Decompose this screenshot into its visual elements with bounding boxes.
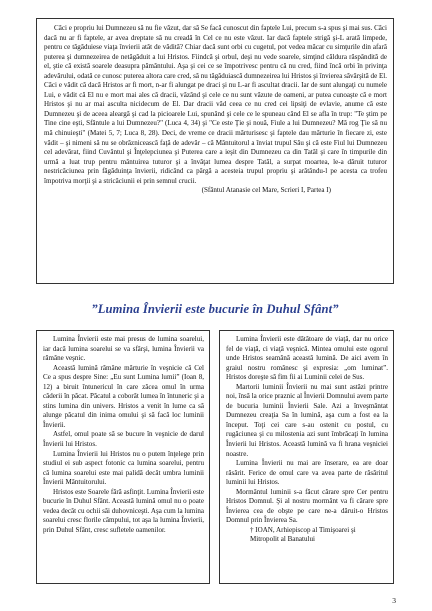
- article-left-column: [36, 330, 210, 584]
- quote-text: Căci e propriu lui Dumnezeu să nu fie văzut, dar să Se facă cunoscut din faptele Lui, precum s-a spus şi mai sus. Căci dacă nu ar fi faptele, ar avea dreptate să nu creadă în Cel ce nu este văzut. Iar dacă faptele strigă şi-L arată limpede, pentru ce tăgăduiese viaţa învierii atât de vădită? Chiar dacă sunt orbi cu cugetul, pot vedea măcar cu simţurile din afară puterea şi dumnezeirea de netăgăduit a lui Hristos. Fiindcă şi orbul, deşi nu vede soarele, simţind căldura răspândită de el, ştie că există soarele deasupra pământului. Aşa şi cei ce se împotrivesc pentru că nu cred, fiind încă orbi în privinţa adevărului, odată ce cunosc puterea altora care cred, să nu tăgăduiască dumnezeirea lui Hristos şi învierea săvârşită de El. Căci e vădit că dacă Hristos ar fi mort, n-ar fi alungat pe draci şi nu L-ar fi ascultat dracii. Iar de sunt alungaţi cu numele Lui, e vădit că El nu e mort mai ales că dracii, văzând şi cele ce nu sunt văzute de oameni, ar putea cunoaşte că e mort Hristos şi nu ar mai asculta nicidecum de El. Dar dracii văd ceea ce nu cred cei lipsiţi de evlavie, anume că este Dumnezeu şi de aceea aleargă şi cad la picioarele Lui, spunând şi cele ce le spuneau când El se afla în trup: "Te ştim pe Tine cine eşti, Sfântule a lui Dumnezeu?" (Luca 4, 34) şi "Ce este Ţie şi nouă, Fiule a lui Dumnezeu? Mă rog Ţie să nu mă chinuieşti" (Matei 5, 7; Luca 8, 28). Deci, de vreme ce dracii mărturisesc şi faptele dau mărturie în fiecare zi, este vădit – şi nimeni să nu se obrăznicească faţă de adevăr – că Mântuitorul a înviat trupul Său şi că este Fiul lui Dumnezeu cel adevărat, fiind Cuvântul şi Înţelepciunea şi Puterea care a ieşit din Dumnezeu ca din Tatăl şi care în timpurile din urmă a luat trup pentru mântuirea tuturor şi a învăţat lumea despre Tatăl, a surpat moartea, le-a dăruit tuturor nestricăciunea prin făgăduinţa învierii, ridicând ca pârgă a acesteia trupul propriu şi arătându-l pe acesta ca trofeu împotriva morţii şi a stricăciunii ei prin semnul crucii.: [44, 24, 387, 185]
- paragraph: Lumina Învierii lui Hristos nu o putem înţelege prin studiul ei sub aspect fotonic ca lumina soarelui, pentru că lumina soarelui este mai palidă decât umbra luminii Învierii Mântuitorului.: [43, 449, 204, 487]
- paragraph: Hristos este Soarele fără asfinţit. Lumina Învierii este bucurie în Duhul Sfânt. Această lumină omul nu o poate vedea decât cu ochii săi duhovniceşti. Aşa cum la lumina soarelui cresc florile câmpului, tot aşa la lumina Învierii, prin Duhul Sfânt, cresc sufletele oamenilor.: [43, 487, 204, 534]
- paragraph: Lumina Învierii nu mai are înserare, ea are doar răsărit. Ferice de omul care va avea parte de răsăritul luminii lui Hristos.: [226, 459, 388, 487]
- page-number: 3: [392, 596, 396, 605]
- paragraph: Mormântul luminii s-a făcut cărare spre Cer pentru Hristos Domnul. Şi al nostru mormânt va fi cărare spre Învierea cea de obşte pe care ne-a dăruit-o Hristos Domnul prin Învierea Sa.: [226, 487, 388, 525]
- article-right-column: [219, 330, 394, 584]
- signature-line: Mitropolit al Banatului: [250, 535, 315, 544]
- paragraph: Lumina Învierii este mai presus de lumina soarelui, iar dacă lumina soarelui se va sfârşi, lumina Învierii va rămâne veşnic.: [43, 335, 204, 363]
- paragraph: Această lumină rămâne mărturie în veşnicie că Cel Ce a spus despre Sine: „Eu sunt Lumina lumii” (Ioan 8, 12) a biruit întunericul în care zăcea omul în urma căderii în păcat. Păcatul a coborât lumea în întuneric şi a stins lumina din univers. Hristos a venit în lume ca să alunge păcatul din inima omului şi să facă loc luminii Învierii.: [43, 363, 204, 429]
- paragraph: Astfel, omul poate să se bucure în veşnicie de darul Învierii lui Hristos.: [43, 430, 204, 449]
- paragraph: Lumina Învierii este dătătoare de viaţă, dar nu orice fel de viaţă, ci viaţă veşnică. Mintea omului este ogorul unde Hristos seamănă această lumină. De aici avem în graiul nostru românesc şi expresia: „om luminat”. Hristos doreşte să fim fii ai Luminii celei de Sus.: [226, 335, 388, 382]
- paragraph: Martorii luminii Învierii nu mai sunt astăzi printre noi, însă la orice praznic al Învierii Domnului avem parte de bucuria luminii Învierii Sale. Azi a înveşmântat Dumnezeu creaţia Sa în lumină, aşa cum a fost ea la început. Toţi cei care s-au ostenit cu postul, cu rugăciunea şi cu milostenia azi sunt îmbrăcaţi în lumina Învierii lui Hristos. Această lumină va fi hrana veşniciei noastre.: [226, 382, 388, 458]
- quote-source: (Sfântul Atanasie cel Mare, Scrieri I, Partea I): [201, 186, 331, 195]
- article-headline: ”Lumina Învierii este bucurie în Duhul Sfânt”: [91, 302, 339, 316]
- signature-line: † IOAN, Arhiepiscop al Timişoarei şi: [250, 525, 356, 534]
- quote-box: [36, 18, 394, 284]
